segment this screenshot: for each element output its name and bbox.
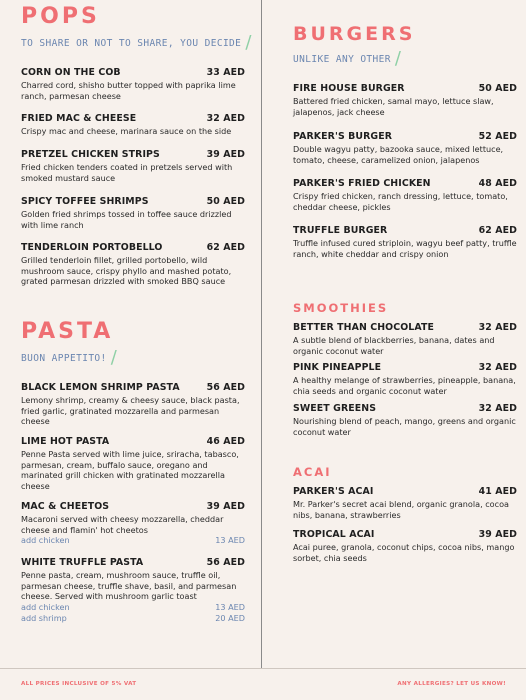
item-description: Acai puree, granola, coconut chips, cocoa nibs, mango sorbet, chia seeds bbox=[293, 542, 515, 563]
menu-item bbox=[293, 403, 517, 437]
pops-subtitle: TO SHARE OR NOT TO SHARE, YOU DECIDE bbox=[21, 38, 242, 49]
item-name: WHITE TRUFFLE PASTA bbox=[21, 557, 144, 568]
item-description: Penne Pasta served with lime juice, sriracha, tabasco, parmesan, cream, buffalo sauce, oregano and marinated grill chicken with gratinated mozzarella cheese bbox=[21, 449, 239, 492]
item-description: Nourishing blend of peach, mango, greens and organic coconut water bbox=[293, 416, 516, 437]
menu-item bbox=[293, 83, 517, 117]
item-description: Charred cord, shisho butter topped with paprika lime ranch, parmesan cheese bbox=[21, 80, 236, 101]
pasta-subtitle: BUON APPETITO! bbox=[21, 353, 107, 364]
addon-price: 13 AED bbox=[215, 535, 245, 546]
item-description: Double wagyu patty, bazooka sauce, mixed lettuce, tomato, cheese, caramelized onion, jalapenos bbox=[293, 144, 504, 165]
burgers-subtitle: UNLIKE ANY OTHER bbox=[293, 54, 391, 65]
item-name: SWEET GREENS bbox=[293, 403, 377, 414]
menu-item bbox=[21, 501, 245, 546]
item-description: Crispy fried chicken, ranch dressing, lettuce, tomato, cheddar cheese, pickles bbox=[293, 191, 508, 212]
addon-label: add chicken bbox=[21, 602, 70, 613]
item-description: Penne pasta, cream, mushroom sauce, truffle oil, parmesan cheese, truffle shave, basil, and parmesan cheese. Served with mushroom garlic toast bbox=[21, 570, 237, 602]
item-name: FRIED MAC & CHEESE bbox=[21, 113, 137, 124]
item-price: 33 AED bbox=[206, 67, 245, 78]
menu-item bbox=[293, 486, 517, 520]
item-description: A healthy melange of strawberries, pineapple, banana, chia seeds and organic coconut water bbox=[293, 375, 516, 396]
burgers-section bbox=[293, 25, 517, 69]
menu-item bbox=[293, 529, 517, 563]
item-price: 56 AED bbox=[206, 557, 245, 568]
item-name: PARKER'S FRIED CHICKEN bbox=[293, 178, 431, 189]
item-price: 39 AED bbox=[206, 149, 245, 160]
item-description: Macaroni served with cheesy mozzarella, cheddar cheese and flamin' hot cheetos bbox=[21, 514, 224, 535]
addon-row bbox=[21, 613, 245, 624]
item-price: 56 AED bbox=[206, 382, 245, 393]
item-price: 32 AED bbox=[478, 403, 517, 414]
item-price: 52 AED bbox=[478, 131, 517, 142]
item-name: BLACK LEMON SHRIMP PASTA bbox=[21, 382, 180, 393]
item-price: 62 AED bbox=[206, 242, 245, 253]
item-name: SPICY TOFFEE SHRIMPS bbox=[21, 196, 149, 207]
vat-note: ALL PRICES INCLUSIVE OF 5% VAT bbox=[21, 681, 137, 687]
menu-item bbox=[293, 362, 517, 396]
pasta-section bbox=[21, 321, 245, 368]
item-name: PARKER'S ACAI bbox=[293, 486, 374, 497]
item-name: TRUFFLE BURGER bbox=[293, 225, 388, 236]
smoothies-title: SMOOTHIES bbox=[293, 301, 389, 315]
item-description: Crispy mac and cheese, marinara sauce on the side bbox=[21, 126, 232, 136]
menu-item bbox=[293, 178, 517, 212]
item-description: A subtle blend of blackberries, banana, dates and organic coconut water bbox=[293, 335, 495, 356]
item-price: 41 AED bbox=[478, 486, 517, 497]
item-description: Truffle infused cured striploin, wagyu beef patty, truffle ranch, white cheddar and crispy onion bbox=[293, 238, 517, 259]
acai-section bbox=[293, 465, 517, 479]
item-name: PARKER'S BURGER bbox=[293, 131, 393, 142]
item-price: 32 AED bbox=[206, 113, 245, 124]
menu-item bbox=[293, 131, 517, 165]
menu-item bbox=[21, 149, 245, 183]
item-name: PINK PINEAPPLE bbox=[293, 362, 382, 373]
addon-row bbox=[21, 602, 245, 613]
item-name: BETTER THAN CHOCOLATE bbox=[293, 322, 434, 333]
item-price: 32 AED bbox=[478, 362, 517, 373]
acai-title: ACAI bbox=[293, 465, 332, 479]
item-description: Golden fried shrimps tossed in toffee sauce drizzled with lime ranch bbox=[21, 209, 232, 230]
pops-section bbox=[21, 4, 252, 53]
item-price: 50 AED bbox=[206, 196, 245, 207]
item-price: 48 AED bbox=[478, 178, 517, 189]
menu-item bbox=[293, 225, 517, 259]
item-price: 39 AED bbox=[478, 529, 517, 540]
item-description: Lemony shrimp, creamy & cheesy sauce, black pasta, fried garlic, gratinated mozzarella and parmesan cheese bbox=[21, 395, 240, 427]
item-price: 39 AED bbox=[206, 501, 245, 512]
item-description: Grilled tenderloin fillet, grilled portobello, wild mushroom sauce, crispy phyllo and mashed potato, grated parmesan drizzled with smoked BBQ sauce bbox=[21, 255, 232, 287]
item-price: 50 AED bbox=[478, 83, 517, 94]
smoothies-section bbox=[293, 301, 517, 315]
item-name: LIME HOT PASTA bbox=[21, 436, 110, 447]
burgers-title: BURGERS bbox=[293, 23, 416, 45]
menu-item bbox=[21, 382, 245, 427]
pops-title: POPS bbox=[21, 4, 100, 29]
addon-price: 20 AED bbox=[215, 612, 245, 623]
item-price: 46 AED bbox=[206, 436, 245, 447]
menu-item bbox=[21, 113, 245, 137]
item-description: Mr. Parker's secret acai blend, organic granola, cocoa nibs, banana, strawberries bbox=[293, 499, 509, 520]
slash-decoration: / bbox=[110, 347, 117, 368]
item-name: TENDERLOIN PORTOBELLO bbox=[21, 242, 163, 253]
item-name: CORN ON THE COB bbox=[21, 67, 121, 78]
menu-item bbox=[293, 322, 517, 356]
item-description: Battered fried chicken, samal mayo, lettuce slaw, jalapenos, jack cheese bbox=[293, 96, 494, 117]
item-name: PRETZEL CHICKEN STRIPS bbox=[21, 149, 160, 160]
footer-divider bbox=[0, 668, 526, 669]
menu-item bbox=[21, 557, 245, 624]
menu-item bbox=[21, 436, 245, 492]
addon-row bbox=[21, 535, 245, 546]
addon-label: add shrimp bbox=[21, 612, 67, 623]
item-name: MAC & CHEETOS bbox=[21, 501, 110, 512]
menu-item bbox=[21, 242, 245, 287]
item-name: FIRE HOUSE BURGER bbox=[293, 83, 405, 94]
item-price: 32 AED bbox=[478, 322, 517, 333]
item-name: TROPICAL ACAI bbox=[293, 529, 375, 540]
slash-decoration: / bbox=[245, 32, 252, 53]
pasta-title: PASTA bbox=[21, 319, 114, 344]
menu-item bbox=[21, 67, 245, 101]
addon-label: add chicken bbox=[21, 535, 70, 546]
allergy-note: ANY ALLERGIES? LET US KNOW! bbox=[397, 681, 506, 687]
menu-item bbox=[21, 196, 245, 230]
column-divider bbox=[261, 0, 262, 668]
slash-decoration: / bbox=[394, 48, 401, 69]
item-price: 62 AED bbox=[478, 225, 517, 236]
addon-price: 13 AED bbox=[215, 602, 245, 613]
item-description: Fried chicken tenders coated in pretzels served with smoked mustard sauce bbox=[21, 162, 233, 183]
